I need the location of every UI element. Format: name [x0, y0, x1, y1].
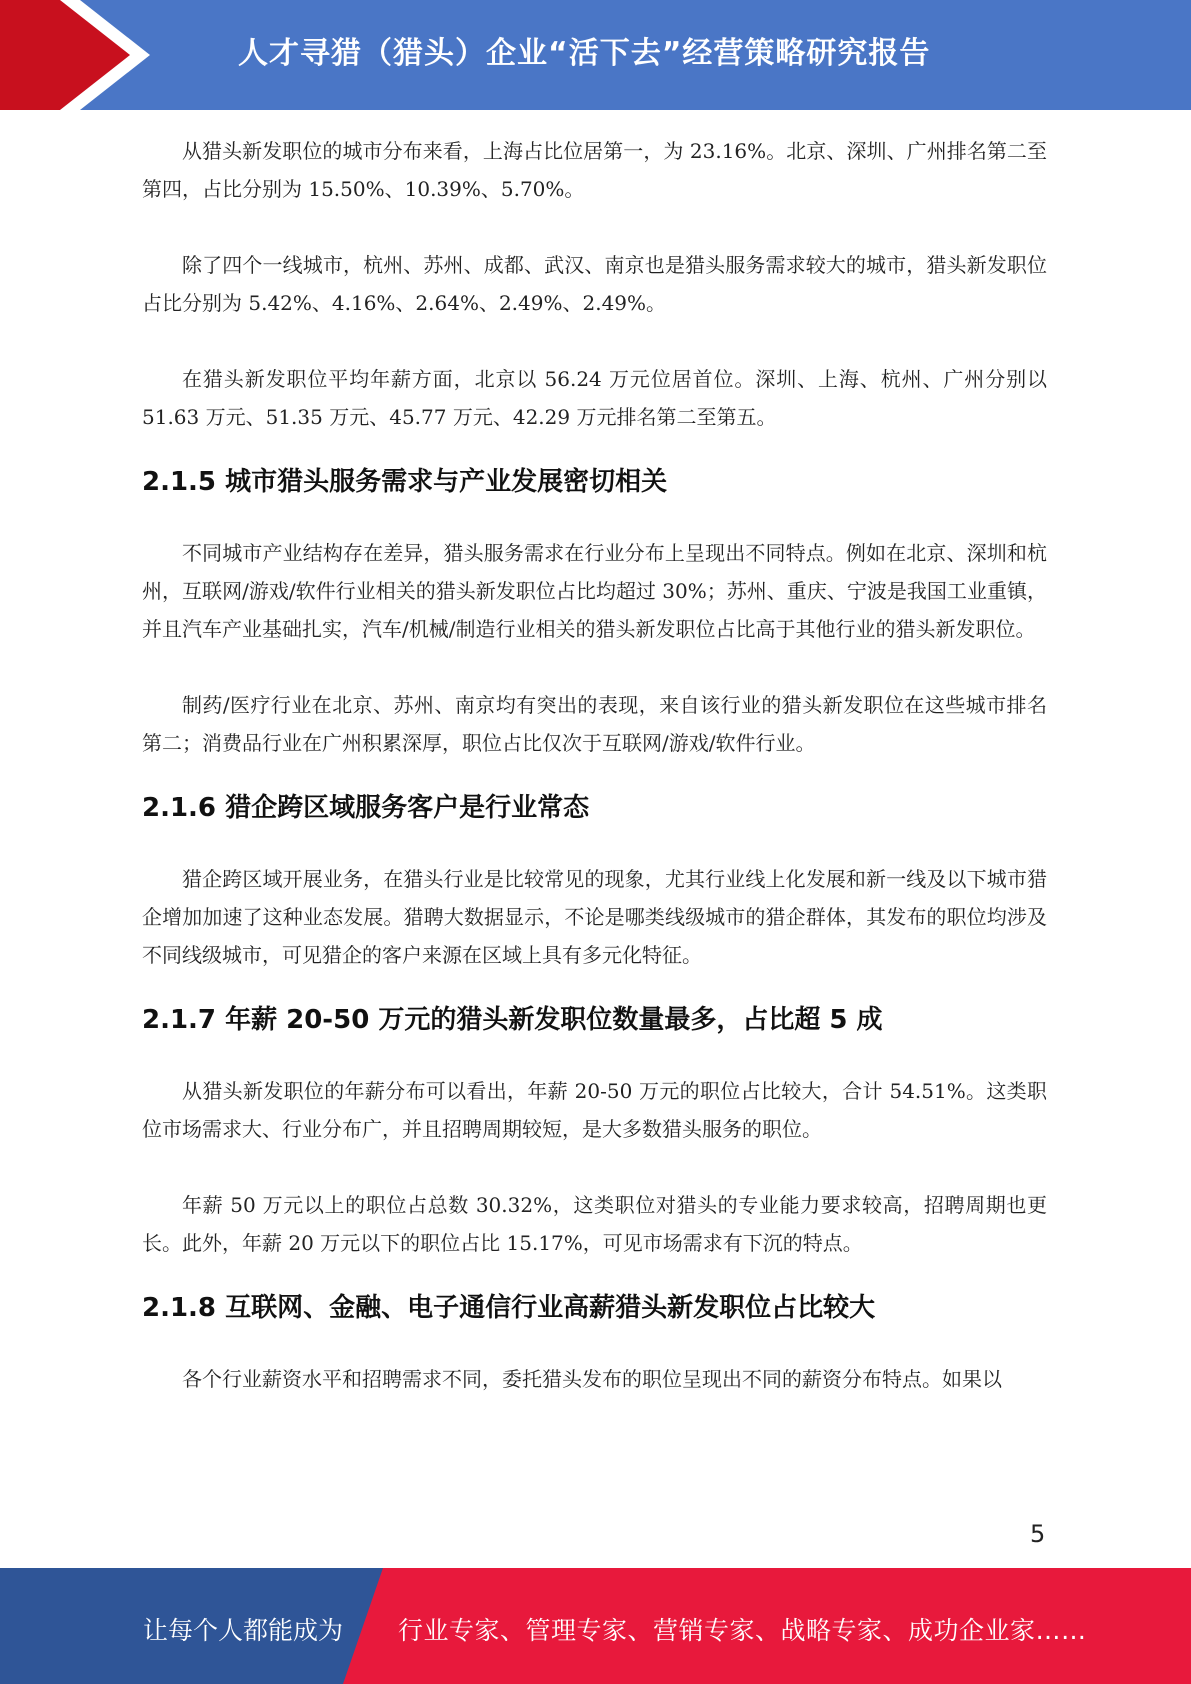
section-heading-2-1-6: 2.1.6 猎企跨区域服务客户是行业常态 [142, 793, 590, 823]
main-content [142, 132, 1047, 1398]
paragraph-pharma-consumer: 制药/医疗行业在北京、苏州、南京均有突出的表现，来自该行业的猎头新发职位在这些城市排名第二；消费品行业在广州积累深厚，职位占比仅次于互联网/游戏/软件行业。 [142, 693, 1047, 755]
page-header [0, 0, 1191, 110]
paragraph-salary-above-50: 年薪 50 万元以上的职位占总数 30.32%，这类职位对猎头的专业能力要求较高，招聘周期也更长。此外，年薪 20 万元以下的职位占比 15.17%，可见市场需求有下沉的特点。 [142, 1193, 1047, 1255]
paragraph-cross-region: 猎企跨区域开展业务，在猎头行业是比较常见的现象，尤其行业线上化发展和新一线及以下城市猎企增加加速了这种业态发展。猎聘大数据显示，不论是哪类线级城市的猎企群体，其发布的职位均涉及不同线级城市，可见猎企的客户来源在区域上具有多元化特征。 [142, 867, 1047, 967]
section-heading-2-1-7: 2.1.7 年薪 20-50 万元的猎头新发职位数量最多，占比超 5 成 [142, 1005, 883, 1035]
footer-slogan-right: 行业专家、管理专家、营销专家、战略专家、成功企业家…… [398, 1616, 1087, 1645]
paragraph-industry-salary: 各个行业薪资水平和招聘需求不同，委托猎头发布的职位呈现出不同的薪资分布特点。如果以 [182, 1367, 1002, 1391]
paragraph-other-cities: 除了四个一线城市，杭州、苏州、成都、武汉、南京也是猎头服务需求较大的城市，猎头新发职位占比分别为 5.42%、4.16%、2.64%、2.49%、2.49%。 [142, 253, 1047, 315]
paragraph-city-distribution: 从猎头新发职位的城市分布来看，上海占比位居第一，为 23.16%。北京、深圳、广州排名第二至第四，占比分别为 15.50%、10.39%、5.70%。 [142, 139, 1047, 201]
section-heading-2-1-5: 2.1.5 城市猎头服务需求与产业发展密切相关 [142, 467, 668, 497]
paragraph-average-salary: 在猎头新发职位平均年薪方面，北京以 56.24 万元位居首位。深圳、上海、杭州、广州分别以 51.63 万元、51.35 万元、45.77 万元、42.29 万元排名第二至第五。 [142, 367, 1047, 429]
section-heading-2-1-8: 2.1.8 互联网、金融、电子通信行业高薪猎头新发职位占比较大 [142, 1293, 876, 1323]
footer-slogan-left: 让每个人都能成为 [143, 1616, 344, 1645]
paragraph-salary-20-50: 从猎头新发职位的年薪分布可以看出，年薪 20-50 万元的职位占比较大，合计 54.51%。这类职位市场需求大、行业分布广，并且招聘周期较短，是大多数猎头服务的职位。 [142, 1079, 1047, 1141]
report-title: 人才寻猎（猎头）企业“活下去”经营策略研究报告 [238, 36, 931, 71]
page-footer [0, 1568, 1191, 1684]
page-number: 5 [1030, 1520, 1046, 1548]
header-arrow-icon [0, 0, 160, 110]
paragraph-industry-structure: 不同城市产业结构存在差异，猎头服务需求在行业分布上呈现出不同特点。例如在北京、深圳和杭州，互联网/游戏/软件行业相关的猎头新发职位占比均超过 30%；苏州、重庆、宁波是我国工业重镇，并且汽车产业基础扎实，汽车/机械/制造行业相关的猎头新发职位占比高于其他行业的猎头新发职位。 [142, 541, 1047, 641]
